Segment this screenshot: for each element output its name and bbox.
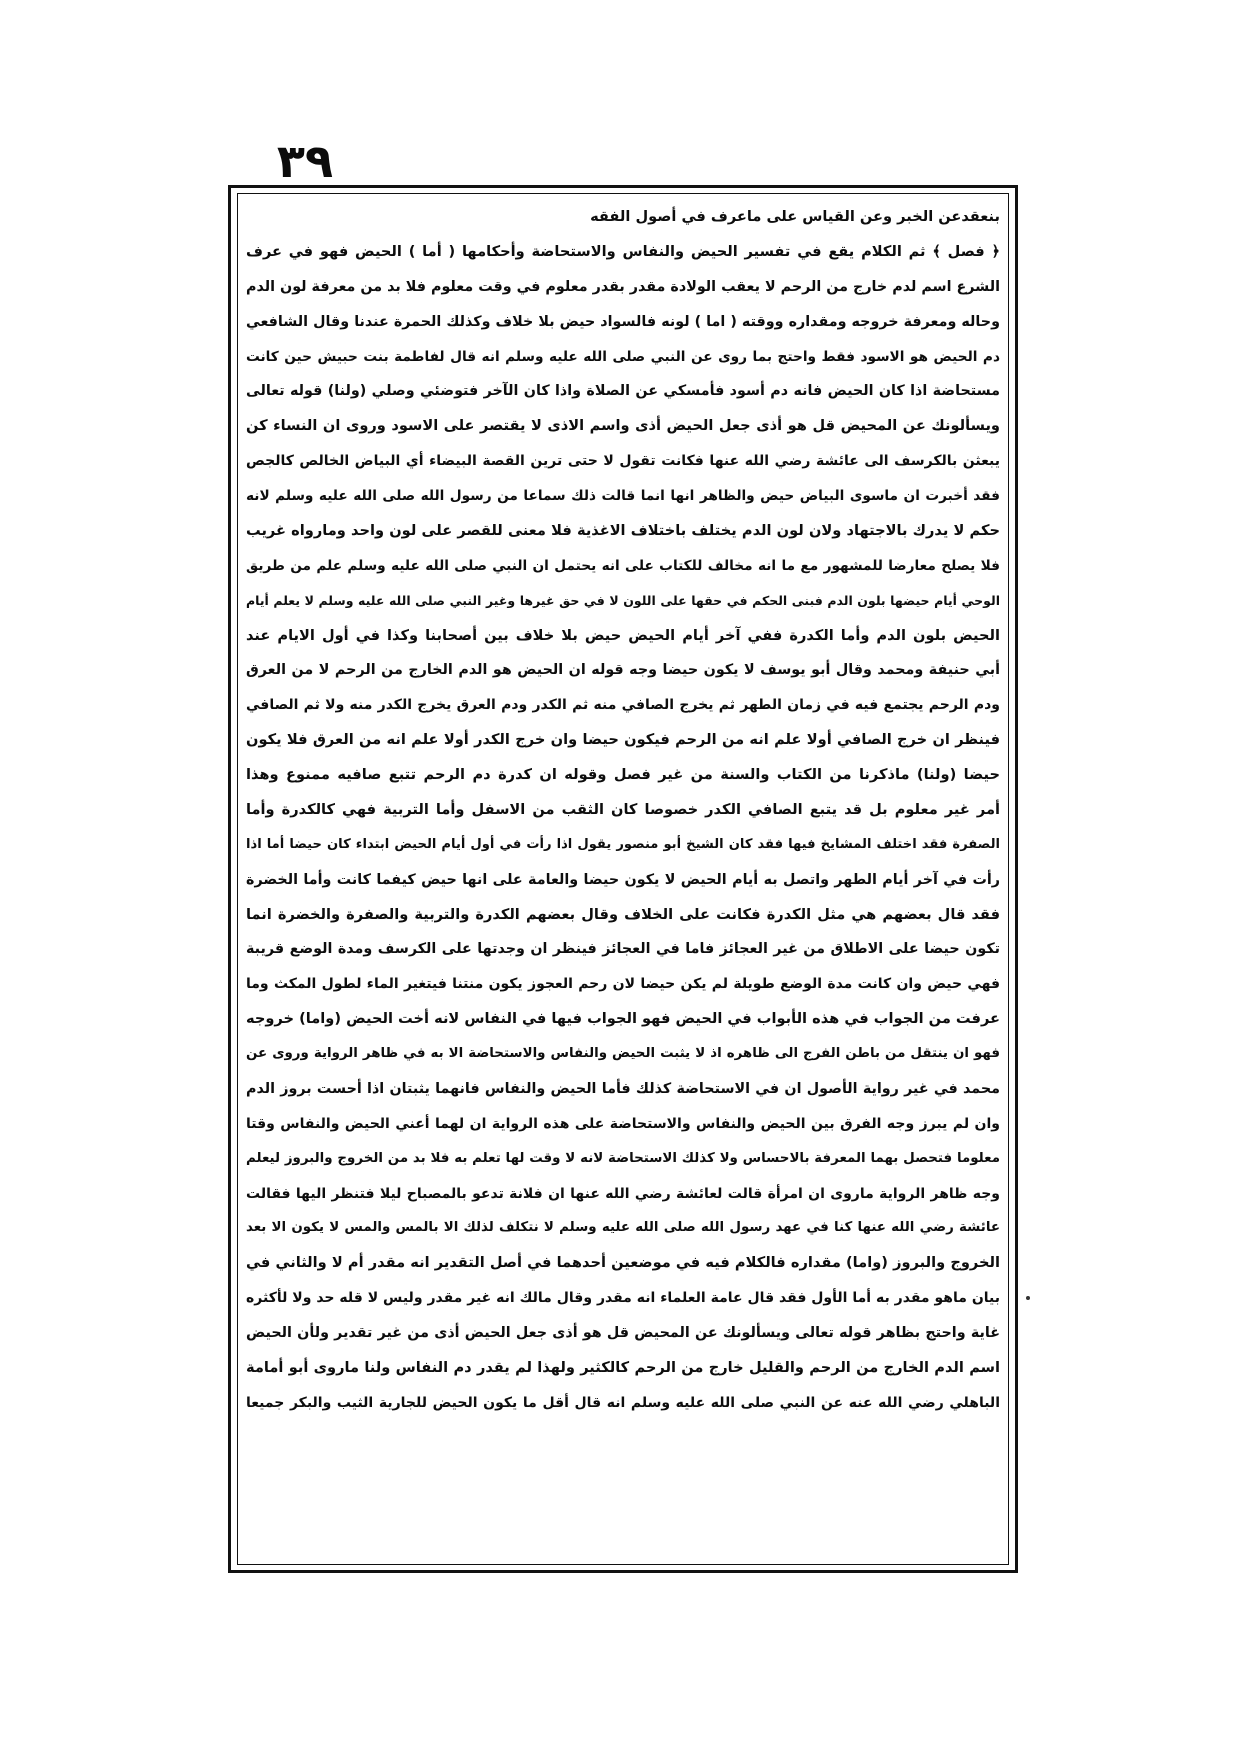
text-line: الحيض بلون الدم وأما الكدرة ففي آخر أيام الحيض حيض بلا خلاف بين أصحابنا وكذا في أول الايام عند bbox=[246, 626, 1000, 644]
text-line: عرفت من الجواب في هذه الأبواب في الحيض فهو الجواب فيها في النفاس لانه أخت الحيض (واما) خروجه bbox=[246, 1010, 1000, 1028]
text-line: الباهلي رضي الله عنه عن النبي صلى الله عليه وسلم انه قال أقل ما يكون الحيض للجارية الثيب والبكر جميعا bbox=[246, 1394, 1000, 1411]
text-line: الخروج والبروز (واما) مقداره فالكلام فيه في موضعين أحدهما في أصل التقدير انه مقدر أم لا والثاني في bbox=[246, 1254, 1000, 1272]
text-line: ﴿ فصل ﴾ ثم الكلام يقع في تفسير الحيض والنفاس والاستحاضة وأحكامها ( أما ) الحيض فهو في عرف bbox=[246, 242, 1000, 260]
text-line: أبي حنيفة ومحمد وقال أبو يوسف لا يكون حيضا وجه قوله ان الحيض هو الدم الخارج من الرحم لا من العرق bbox=[246, 662, 1000, 679]
text-line: ودم الرحم يجتمع فيه في زمان الطهر ثم يخرج الصافي منه ثم الكدر ودم العرق يخرج الكدر منه ولا ثم الصافي bbox=[246, 697, 1000, 714]
text-line: معلوما فتحصل بهما المعرفة بالاحساس ولا كذلك الاستحاضة لانه لا وقت لها تعلم به فلا بد من الخروج والبروز ليعلم bbox=[246, 1150, 1000, 1166]
text-line: تكون حيضا على الاطلاق من غير العجائز فاما في العجائز فينظر ان وجدتها على الكرسف ومدة الوضع قريبة bbox=[246, 941, 1000, 958]
text-line: ويسألونك عن المحيض قل هو أذى جعل الحيض أذى واسم الاذى لا يقتصر على الاسود وروى ان النساء كن bbox=[246, 417, 1000, 435]
text-line: وان لم يبرز وجه الفرق بين الحيض والنفاس والاستحاضة على هذه الرواية ان لهما أعني الحيض والنفاس وقتا bbox=[246, 1115, 1000, 1132]
text-line: محمد في غير رواية الأصول ان في الاستحاضة كذلك فأما الحيض والنفاس فانهما يثبتان اذا أحست بروز الدم bbox=[246, 1080, 1000, 1097]
text-line: الوحي أيام حيضها بلون الدم فبنى الحكم في حقها على اللون لا في حق غيرها وغير النبي صلى الله عليه وسلم لا يعلم أيام bbox=[246, 592, 1000, 608]
text-line: بيان ماهو مقدر به أما الأول فقد قال عامة العلماء انه مقدر وقال مالك انه غير مقدر وليس لا قله حد ولا لأكثره bbox=[246, 1290, 1000, 1307]
text-line: حكم لا يدرك بالاجتهاد ولان لون الدم يختلف باختلاف الاغذية فلا معنى للقصر على لون واحد ومارواه غريب bbox=[246, 521, 1000, 539]
text-line: حيضا (ولنا) ماذكرنا من الكتاب والسنة من غير فصل وقوله ان كدرة دم الرحم تتبع صافيه ممنوع وهذا bbox=[246, 766, 1000, 783]
text-line: وحاله ومعرفة خروجه ومقداره ووقته ( اما ) لونه فالسواد حيض بلا خلاف وكذلك الحمرة عندنا وقال الشافعي bbox=[246, 313, 1000, 330]
margin-mark bbox=[1026, 1296, 1030, 1300]
text-line: أمر غير معلوم بل قد يتبع الصافي الكدر خصوصا كان الثقب من الاسفل وأما التربية فهي كالكدرة وأما bbox=[246, 800, 1000, 818]
text-line: عائشة رضي الله عنها كنا في عهد رسول الله صلى الله عليه وسلم لا نتكلف لذلك الا بالمس والمس لا يكون الا بعد bbox=[246, 1220, 1000, 1236]
text-line: فقد أخبرت ان ماسوى البياض حيض والظاهر انها انما قالت ذلك سماعا من رسول الله صلى الله عليه وسلم لانه bbox=[246, 488, 1000, 504]
text-line: فهو ان ينتقل من باطن الفرج الى ظاهره اذ لا يثبت الحيض والنفاس والاستحاضة الا به في ظاهر الرواية وروى عن bbox=[246, 1046, 1000, 1061]
text-line: الصفرة فقد اختلف المشايخ فيها فقد كان الشيخ أبو منصور يقول اذا رأت في أول أيام الحيض ابتداء كان حيضا أما اذا bbox=[246, 836, 1000, 852]
text-line: رأت في آخر أيام الطهر واتصل به أيام الحيض لا يكون حيضا والعامة على انها حيض كيفما كانت وأما الخضرة bbox=[246, 871, 1000, 888]
text-line: وجه ظاهر الرواية ماروى ان امرأة قالت لعائشة رضي الله عنها ان فلانة تدعو بالمصباح ليلا فتنظر اليها فقالت bbox=[246, 1185, 1000, 1202]
page-number: ٣٩ bbox=[276, 134, 334, 188]
text-line: فهي حيض وان كانت مدة الوضع طويلة لم يكن حيضا لان رحم العجوز يكون منتنا فيتغير الماء لطول المكث وما bbox=[246, 976, 1000, 993]
text-line: اسم الدم الخارج من الرحم والقليل خارج من الرحم كالكثير ولهذا لم يقدر دم النفاس ولنا ماروى أبو أمامة bbox=[246, 1358, 1000, 1376]
text-line: الشرع اسم لدم خارج من الرحم لا يعقب الولادة مقدر بقدر معلوم في وقت معلوم فلا بد من معرفة لون الدم bbox=[246, 278, 1000, 295]
text-line: غاية واحتج بظاهر قوله تعالى ويسألونك عن المحيض قل هو أذى جعل الحيض أذى من غير تقدير ولأن الحيض bbox=[246, 1325, 1000, 1341]
text-line: مستحاضة اذا كان الحيض فانه دم أسود فأمسكي عن الصلاة واذا كان الآخر فتوضئي وصلي (ولنا) قوله تعالى bbox=[246, 383, 1000, 400]
text-line: فقد قال بعضهم هي مثل الكدرة فكانت على الخلاف وقال بعضهم الكدرة والتربية والصفرة والخضرة انما bbox=[246, 905, 1000, 923]
text-body bbox=[246, 200, 1000, 1560]
text-line: فينظر ان خرج الصافي أولا علم انه من الرحم فيكون حيضا وان خرج الكدر أولا علم انه من العرق فلا يكون bbox=[246, 731, 1000, 749]
text-line: يبعثن بالكرسف الى عائشة رضي الله عنها فكانت تقول لا حتى ترين القصة البيضاء أي البياض الخالص كالجص bbox=[246, 453, 1000, 470]
text-line: فلا يصلح معارضا للمشهور مع ما انه مخالف للكتاب على انه يحتمل ان النبي صلى الله عليه وسلم علم من طريق bbox=[246, 557, 1000, 574]
text-line: بنعقدعن الخبر وعن القياس على ماعرف في أصول الفقه bbox=[590, 208, 1000, 225]
text-line: دم الحيض هو الاسود فقط واحتج بما روى عن النبي صلى الله عليه وسلم انه قال لفاطمة بنت حبيش حين كانت bbox=[246, 348, 1000, 365]
